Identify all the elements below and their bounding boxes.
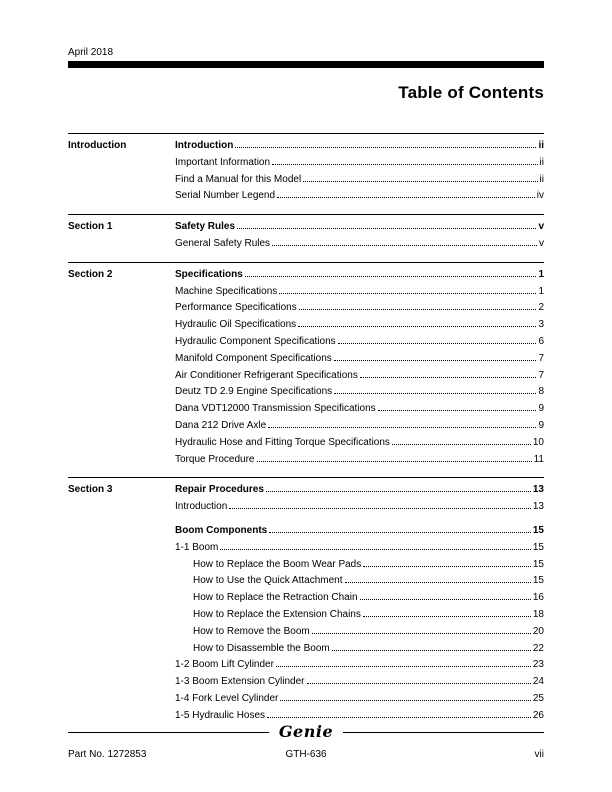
toc-entry-title: Boom Components bbox=[175, 524, 268, 536]
toc-entry-title: 1-1 Boom bbox=[175, 541, 219, 553]
toc-page-number: v bbox=[539, 237, 544, 249]
toc-page-number: 23 bbox=[532, 659, 544, 671]
toc-leader-dots bbox=[266, 491, 531, 492]
toc-entry bbox=[175, 540, 544, 557]
toc-entry bbox=[175, 368, 544, 385]
toc-page-number: 18 bbox=[532, 608, 544, 620]
toc-entry bbox=[175, 435, 544, 452]
toc-page-number: 13 bbox=[532, 501, 544, 513]
toc-entry-title: Manifold Component Specifications bbox=[175, 352, 332, 364]
toc-entry bbox=[175, 607, 544, 624]
footer-rule-left bbox=[68, 732, 269, 733]
section-divider bbox=[68, 262, 544, 263]
toc-entry-title: How to Disassemble the Boom bbox=[193, 642, 330, 654]
toc-page-number: 25 bbox=[532, 692, 544, 704]
toc-leader-dots bbox=[307, 683, 531, 684]
toc-entry-title: Machine Specifications bbox=[175, 285, 278, 297]
toc-entry-title: How to Remove the Boom bbox=[193, 625, 310, 637]
toc-entry bbox=[175, 155, 544, 172]
toc-entry-title: Torque Procedure bbox=[175, 453, 255, 465]
toc-page-number: 13 bbox=[532, 484, 544, 496]
toc-leader-dots bbox=[312, 633, 531, 634]
toc-leader-dots bbox=[334, 393, 536, 394]
toc-entry bbox=[175, 351, 544, 368]
toc-group bbox=[68, 133, 544, 205]
toc-entry bbox=[175, 674, 544, 691]
footer-rule bbox=[68, 722, 544, 741]
page-footer bbox=[68, 722, 544, 762]
toc-leader-dots bbox=[280, 700, 531, 701]
toc-entry bbox=[175, 138, 544, 155]
toc-leader-dots bbox=[268, 427, 536, 428]
toc-page-number: 2 bbox=[538, 302, 544, 314]
toc-page-number: 7 bbox=[538, 352, 544, 364]
toc-entry-title: How to Replace the Extension Chains bbox=[193, 608, 361, 620]
toc-entry bbox=[175, 557, 544, 574]
toc-entry-title: Air Conditioner Refrigerant Specifications bbox=[175, 369, 358, 381]
toc-group bbox=[68, 477, 544, 724]
toc-entry-title: How to Replace the Retraction Chain bbox=[193, 592, 358, 604]
toc-entries bbox=[175, 219, 544, 253]
toc-entry-title: How to Replace the Boom Wear Pads bbox=[193, 558, 362, 570]
toc-page-number: 9 bbox=[538, 419, 544, 431]
toc-entry bbox=[175, 317, 544, 334]
header-date: April 2018 bbox=[68, 47, 114, 58]
toc bbox=[68, 133, 544, 725]
toc-page-number: 26 bbox=[532, 709, 544, 721]
toc-entry-title: Deutz TD 2.9 Engine Specifications bbox=[175, 386, 333, 398]
toc-entry bbox=[175, 401, 544, 418]
toc-entry bbox=[175, 219, 544, 236]
toc-leader-dots bbox=[267, 717, 531, 718]
toc-leader-dots bbox=[360, 377, 537, 378]
toc-page-number: 20 bbox=[532, 625, 544, 637]
section-divider bbox=[68, 133, 544, 134]
toc-leader-dots bbox=[392, 444, 531, 445]
toc-entry bbox=[175, 590, 544, 607]
page-content bbox=[68, 0, 544, 725]
toc-entry-title: Dana VDT12000 Transmission Specifications bbox=[175, 403, 376, 415]
toc-entry-title: Find a Manual for this Model bbox=[175, 173, 302, 185]
toc-entry-title: Important Information bbox=[175, 156, 271, 168]
toc-group-body bbox=[68, 482, 544, 724]
toc-group-body bbox=[68, 138, 544, 205]
footer-model: GTH-636 bbox=[285, 749, 327, 760]
toc-entry bbox=[175, 499, 544, 516]
toc-leader-dots bbox=[298, 326, 536, 327]
section-divider bbox=[68, 214, 544, 215]
toc-entry-title: Repair Procedures bbox=[175, 484, 264, 496]
toc-page-number: 16 bbox=[532, 592, 544, 604]
toc-page-number: 1 bbox=[538, 268, 544, 280]
toc-entry bbox=[175, 657, 544, 674]
toc-entry bbox=[175, 418, 544, 435]
toc-entries bbox=[175, 138, 544, 205]
toc-leader-dots bbox=[363, 566, 531, 567]
toc-entry bbox=[175, 573, 544, 590]
toc-leader-dots bbox=[257, 461, 532, 462]
toc-entries bbox=[175, 482, 544, 724]
toc-leader-dots bbox=[229, 508, 531, 509]
toc-page-number: 6 bbox=[538, 335, 544, 347]
toc-page-number: v bbox=[538, 221, 544, 233]
toc-entry-title: General Safety Rules bbox=[175, 237, 271, 249]
toc-entry bbox=[175, 452, 544, 469]
toc-entry-title: Specifications bbox=[175, 268, 243, 280]
toc-page-number: ii bbox=[538, 140, 544, 151]
toc-page-number: iv bbox=[536, 190, 544, 202]
toc-entry bbox=[175, 236, 544, 253]
toc-page-number: ii bbox=[539, 156, 544, 168]
toc-leader-dots bbox=[272, 164, 538, 165]
page-title: Table of Contents bbox=[398, 83, 544, 102]
toc-page-number: 9 bbox=[538, 403, 544, 415]
toc-entry-title: How to Use the Quick Attachment bbox=[193, 575, 343, 587]
toc-page-number: 10 bbox=[532, 436, 544, 448]
toc-page-number: 15 bbox=[532, 558, 544, 570]
toc-page-number: 7 bbox=[538, 369, 544, 381]
toc-entry bbox=[175, 300, 544, 317]
toc-entry-title: 1-3 Boom Extension Cylinder bbox=[175, 676, 305, 688]
toc-entry bbox=[175, 624, 544, 641]
toc-entry-title: Hydraulic Component Specifications bbox=[175, 335, 336, 347]
toc-page-number: 8 bbox=[538, 386, 544, 398]
toc-leader-dots bbox=[235, 147, 536, 148]
toc-leader-dots bbox=[303, 181, 537, 182]
toc-entry bbox=[175, 523, 544, 540]
toc-entry-title: Introduction bbox=[175, 501, 228, 513]
toc-entry-title: Hydraulic Oil Specifications bbox=[175, 319, 297, 331]
toc-leader-dots bbox=[279, 293, 536, 294]
toc-entry-title: Hydraulic Hose and Fitting Torque Specifications bbox=[175, 436, 390, 448]
toc-page-number: 1 bbox=[538, 285, 544, 297]
toc-leader-dots bbox=[276, 666, 531, 667]
section-label: Section 3 bbox=[68, 484, 113, 496]
footer-page-number: vii bbox=[534, 749, 544, 760]
toc-leader-dots bbox=[277, 197, 535, 198]
toc-entry bbox=[175, 267, 544, 284]
toc-page-number: 22 bbox=[532, 642, 544, 654]
section-label: Section 1 bbox=[68, 221, 113, 233]
footer-rule-right bbox=[343, 732, 544, 733]
toc-leader-dots bbox=[334, 360, 537, 361]
toc-entry-title: 1-4 Fork Level Cylinder bbox=[175, 692, 279, 704]
toc-entry-title: Safety Rules bbox=[175, 221, 236, 233]
toc-entry-title: Introduction bbox=[175, 140, 234, 151]
toc-leader-dots bbox=[269, 532, 531, 533]
toc-page-number: 3 bbox=[538, 319, 544, 331]
toc-page-number: 15 bbox=[532, 575, 544, 587]
toc-entry bbox=[175, 188, 544, 205]
toc-leader-dots bbox=[345, 582, 531, 583]
toc-entry bbox=[175, 641, 544, 658]
toc-entry bbox=[175, 384, 544, 401]
toc-leader-dots bbox=[272, 245, 537, 246]
toc-leader-dots bbox=[378, 410, 537, 411]
toc-leader-dots bbox=[332, 650, 531, 651]
toc-page-number: 15 bbox=[532, 541, 544, 553]
toc-entry-title: Serial Number Legend bbox=[175, 190, 276, 202]
toc-page-number: 11 bbox=[533, 453, 544, 465]
toc-leader-dots bbox=[220, 549, 531, 550]
header-bar bbox=[68, 61, 544, 68]
toc-entry-title: Dana 212 Drive Axle bbox=[175, 419, 267, 431]
toc-entries bbox=[175, 267, 544, 469]
toc-page-number: ii bbox=[539, 173, 544, 185]
section-label: Introduction bbox=[68, 140, 127, 151]
toc-entry-title: 1-2 Boom Lift Cylinder bbox=[175, 659, 274, 671]
genie-logo: Genie bbox=[278, 722, 334, 741]
toc-leader-dots bbox=[363, 616, 531, 617]
toc-entry bbox=[175, 691, 544, 708]
toc-entry bbox=[175, 172, 544, 189]
toc-entry-title: 1-5 Hydraulic Hoses bbox=[175, 709, 266, 721]
toc-group-body bbox=[68, 219, 544, 253]
toc-page-number: 24 bbox=[532, 676, 544, 688]
toc-leader-dots bbox=[299, 309, 537, 310]
section-divider bbox=[68, 477, 544, 478]
toc-leader-dots bbox=[338, 343, 537, 344]
toc-group bbox=[68, 262, 544, 469]
toc-leader-dots bbox=[360, 599, 531, 600]
toc-group bbox=[68, 214, 544, 253]
toc-entry bbox=[175, 482, 544, 499]
toc-group-body bbox=[68, 267, 544, 469]
toc-leader-dots bbox=[237, 228, 536, 229]
footer-part-number: Part No. 1272853 bbox=[68, 749, 147, 760]
section-label: Section 2 bbox=[68, 268, 113, 280]
toc-leader-dots bbox=[245, 276, 537, 277]
footer-row bbox=[68, 749, 544, 762]
toc-page-number: 15 bbox=[532, 524, 544, 536]
toc-entry bbox=[175, 334, 544, 351]
toc-entry bbox=[175, 708, 544, 725]
toc-entry bbox=[175, 284, 544, 301]
toc-entry-title: Performance Specifications bbox=[175, 302, 297, 314]
